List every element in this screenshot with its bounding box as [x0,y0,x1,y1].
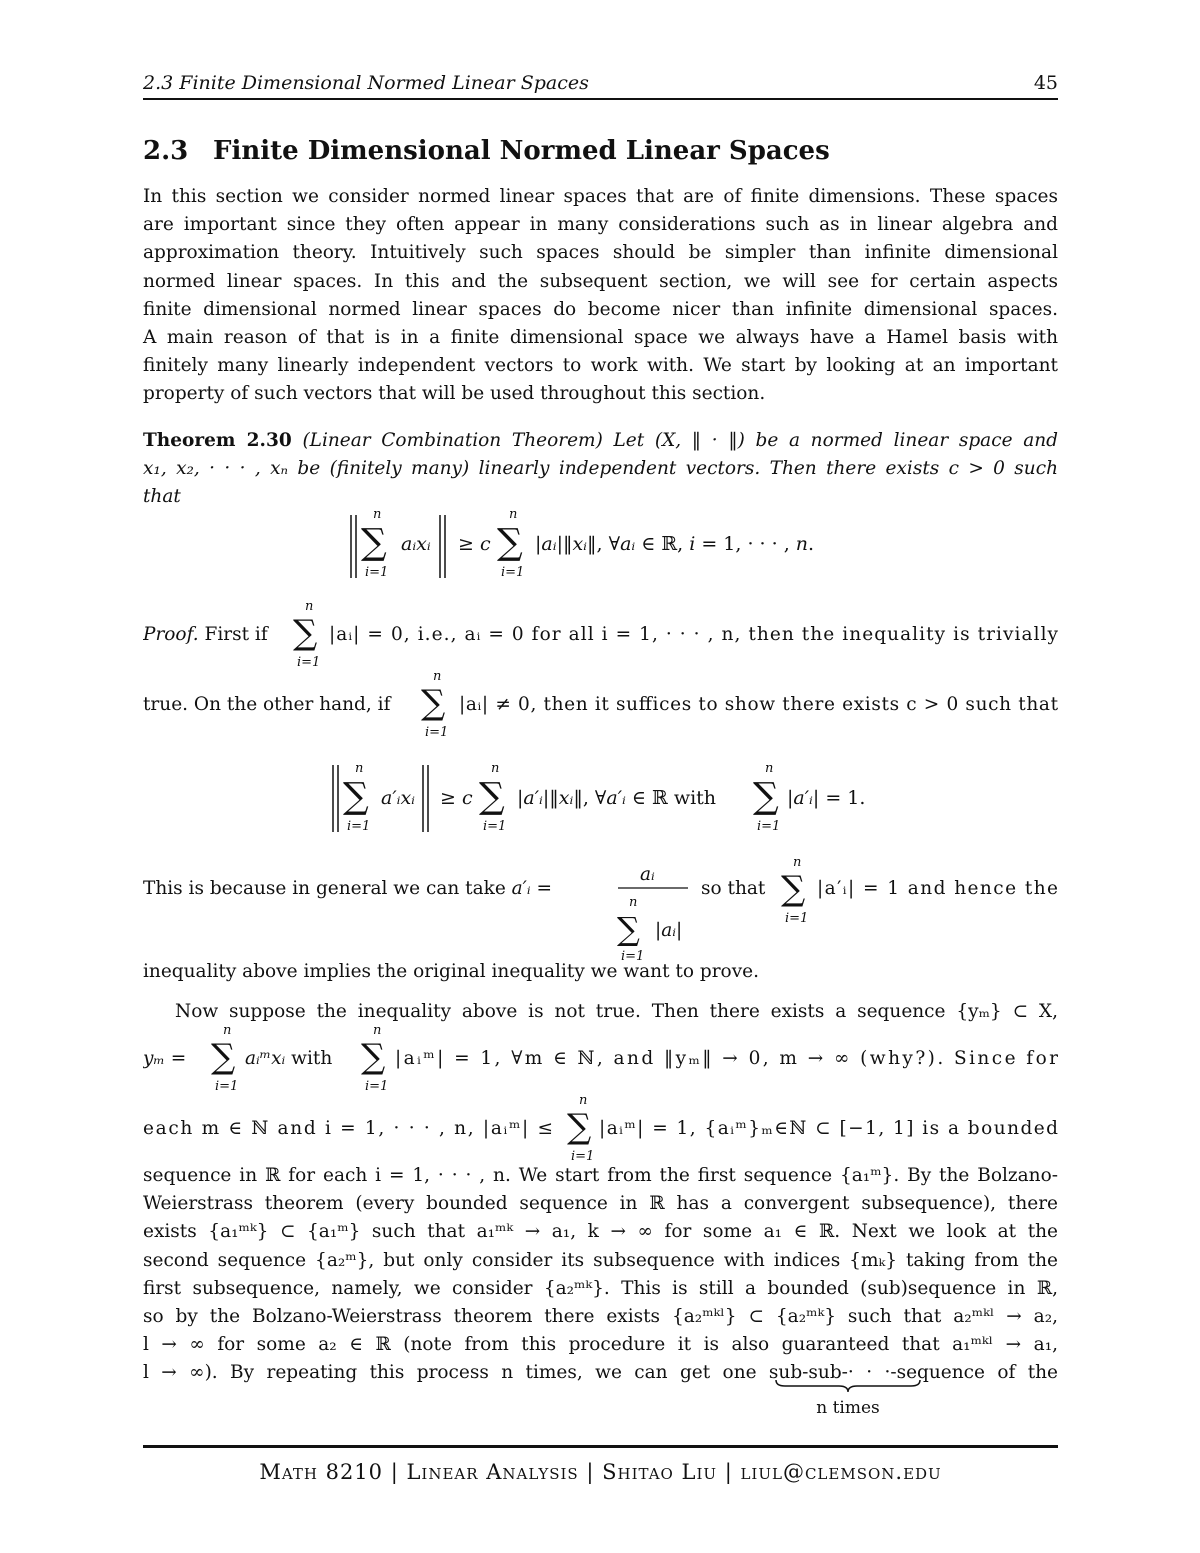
proof-tail-paragraph [143,1162,1058,1388]
footer-rule [143,1445,1058,1448]
svg-text:∑: ∑ [361,1037,386,1077]
proof-line-6 [143,1020,1058,1100]
svg-text:each m ∈ ℕ and i = 1, · · · ,: each m ∈ ℕ and i = 1, · · · , n, |aᵢᵐ| ≤ [143,1118,553,1139]
theorem-formula [143,510,1058,585]
svg-text:n: n [579,1093,588,1108]
svg-text:i=1: i=1 [347,819,371,834]
proof-line-6-svg [143,1020,1058,1100]
running-head-title: 2.3 Finite Dimensional Normed Linear Spaces [143,72,589,94]
svg-text:aᵢxᵢ: aᵢxᵢ [401,533,431,555]
svg-text:|aᵢᵐ| = 1, {aᵢᵐ}ₘ∈ℕ ⊂ [−1, 1]: |aᵢᵐ| = 1, {aᵢᵐ}ₘ∈ℕ ⊂ [−1, 1] is a bounded [599,1118,1058,1139]
svg-text:n: n [433,669,442,684]
svg-text:a′ᵢxᵢ: a′ᵢxᵢ [381,787,416,809]
intro-line: finitely many linearly independent vectors to work with. We start by looking at an important [143,355,1058,377]
svg-text:i=1: i=1 [621,949,645,964]
underbrace [773,1384,923,1418]
proof-label: Proof. [143,624,199,645]
svg-text:n: n [373,1023,382,1038]
section-number: 2.3 [143,136,189,166]
page-number: 45 [1033,72,1058,94]
svg-text:|a′ᵢ|‖xᵢ‖, ∀a′ᵢ ∈ ℝ with: |a′ᵢ|‖xᵢ‖, ∀a′ᵢ ∈ ℝ with [517,787,717,809]
svg-text:∑: ∑ [343,776,369,817]
svg-text:∑: ∑ [479,776,505,817]
tail-line: l → ∞ for some a₂ ∈ ℝ (note from this procedure it is also guaranteed that a₁ᵐᵏˡ → a₁, [143,1334,1058,1356]
intro-line: property of such vectors that will be used throughout this section. [143,383,766,405]
proof-line-7-svg [143,1090,1058,1170]
svg-text:∑: ∑ [421,683,446,723]
svg-text:|a′ᵢ| = 1.: |a′ᵢ| = 1. [787,787,866,809]
svg-text:Proof. First if: Proof. First if [143,624,268,645]
footer: Math 8210 | Linear Analysis | Shitao Liu | liul@clemson.edu [259,1460,942,1484]
tail-line: sequence in ℝ for each i = 1, · · · , n. We start from the first sequence {a₁ᵐ}. By the Bolzano- [143,1165,1058,1186]
svg-text:|aᵢ| = 0, i.e., aᵢ = 0 for all: |aᵢ| = 0, i.e., aᵢ = 0 for all i = 1, · · · , n, then the inequality is trivially [329,624,1058,645]
svg-text:i=1: i=1 [785,911,809,926]
underbrace-label: n times [816,1398,880,1418]
svg-text:i=1: i=1 [365,565,389,580]
underbrace-icon [773,1378,923,1400]
svg-text:i=1: i=1 [571,1149,595,1164]
svg-text:n: n [509,510,518,522]
tail-line: exists {a₁ᵐᵏ} ⊂ {a₁ᵐ} such that a₁ᵐᵏ → a₁, k → ∞ for some a₁ ∈ ℝ. Next we look at the [143,1221,1058,1243]
svg-text:i=1: i=1 [483,819,507,834]
svg-text:∑: ∑ [617,910,640,948]
svg-text:n: n [793,855,802,870]
proof-line-3 [143,852,1058,967]
tail-line: so by the Bolzano-Weierstrass theorem there exists {a₂ᵐᵏˡ} ⊂ {a₂ᵐᵏ} such that a₂ᵐᵏˡ → a₂, [143,1306,1058,1328]
svg-text:i=1: i=1 [215,1079,239,1094]
proof-formula-2 [143,762,1058,837]
intro-line: normed linear spaces. In this and the subsequent section, we will see for certain aspects [143,270,1058,292]
svg-text:≥ c: ≥ c [440,787,473,809]
proof-line-5-text: Now suppose the inequality above is not true. Then there exists a sequence {yₘ} ⊂ X, [175,1001,1058,1022]
svg-text:aᵢ: aᵢ [640,864,655,885]
svg-text:∑: ∑ [293,613,318,653]
svg-text:∑: ∑ [567,1107,592,1147]
proof-line-4-text: inequality above implies the original inequality we want to prove. [143,961,759,982]
theorem-label: Theorem 2.30 [143,430,292,451]
proof-line-3-svg [143,852,1058,967]
section-title: Finite Dimensional Normed Linear Spaces [213,136,830,166]
svg-text:|aᵢᵐ| = 1, ∀m ∈ ℕ, and ‖yₘ‖ →: |aᵢᵐ| = 1, ∀m ∈ ℕ, and ‖yₘ‖ → 0, m → ∞ (why?). Since for [395,1048,1058,1069]
tail-line: Weierstrass theorem (every bounded sequence in ℝ has a convergent subsequence), there [143,1193,1058,1215]
svg-text:∑: ∑ [497,522,523,563]
svg-text:true. On the other hand, if: true. On the other hand, if [143,694,391,715]
intro-line: A main reason of that is in a finite dimensional space we always have a Hamel basis with [143,327,1058,349]
svg-text:∑: ∑ [361,522,387,563]
theorem-line-2: x₁, x₂, · · · , xₙ be (finitely many) linearly independent vectors. Then there exists c > 0 such [143,458,1058,480]
page [143,0,1058,1553]
svg-text:|aᵢ|: |aᵢ| [655,920,683,941]
svg-text:n: n [373,510,382,522]
svg-text:n: n [765,762,774,776]
intro-paragraph [143,183,1058,409]
svg-text:yₘ =: yₘ = [143,1048,187,1069]
tail-line: first subsequence, namely, we consider {a₂ᵐᵏ}. This is still a bounded (sub)sequence in ℝ, [143,1277,1058,1299]
svg-text:n: n [355,762,364,776]
svg-text:∑: ∑ [781,869,806,909]
svg-text:i=1: i=1 [757,819,781,834]
intro-line: approximation theory. Intuitively such spaces should be simpler than infinite dimensional [143,242,1058,264]
svg-text:so that: so that [701,878,766,899]
proof-line-4 [143,958,1058,986]
svg-text:|aᵢ| ≠ 0, then it suffices to: |aᵢ| ≠ 0, then it suffices to show there exists c > 0 such that [459,694,1058,715]
svg-text:i=1: i=1 [501,565,525,580]
svg-text:|aᵢ|‖xᵢ‖, ∀aᵢ ∈ ℝ, i = 1, ·: |aᵢ|‖xᵢ‖, ∀aᵢ ∈ ℝ, i = 1, · · · , n. [535,533,815,555]
svg-text:i=1: i=1 [425,725,449,740]
theorem-block [143,427,1058,512]
proof-line-2 [143,668,1058,748]
proof-line-2-svg [143,668,1058,748]
svg-text:∑: ∑ [211,1037,236,1077]
intro-line: are important since they often appear in many considerations such as in linear algebra and [143,214,1058,236]
proof-line-7 [143,1090,1058,1170]
svg-text:This is because in general we: This is because in general we can take a′ᵢ = [143,878,552,899]
tail-line: l → ∞). By repeating this process n times, we can get one sub-sub-· · ·-sequence of the [143,1362,1058,1384]
running-head [143,70,1058,100]
svg-text:n: n [223,1023,232,1038]
tail-line: second sequence {a₂ᵐ}, but only consider its subsequence with indices {mₖ} taking from the [143,1249,1058,1271]
svg-text:aᵢᵐxᵢ with: aᵢᵐxᵢ with [245,1048,333,1069]
intro-line: In this section we consider normed linear spaces that are of finite dimensions. These spaces [143,186,1058,207]
theorem-line-1: (Linear Combination Theorem) Let (X, ‖ · ‖) be a normed linear space and [302,430,1059,451]
svg-text:i=1: i=1 [365,1079,389,1094]
intro-line: finite dimensional normed linear spaces do become nicer than infinite dimensional spaces. [143,298,1058,320]
proof-line-1 [143,598,1058,678]
svg-text:n: n [629,895,638,910]
svg-text:n: n [305,599,314,614]
proof-formula-2-svg [143,762,1058,837]
section-heading [143,136,830,166]
theorem-line-3: that [143,486,181,508]
theorem-formula-svg [143,510,1058,585]
svg-text:i=1: i=1 [297,655,321,670]
proof-line-1-svg [143,598,1058,678]
svg-text:n: n [491,762,500,776]
svg-text:≥ c: ≥ c [458,533,491,555]
svg-text:|a′ᵢ| = 1 and hence the: |a′ᵢ| = 1 and hence the [817,878,1058,899]
svg-text:∑: ∑ [753,776,779,817]
